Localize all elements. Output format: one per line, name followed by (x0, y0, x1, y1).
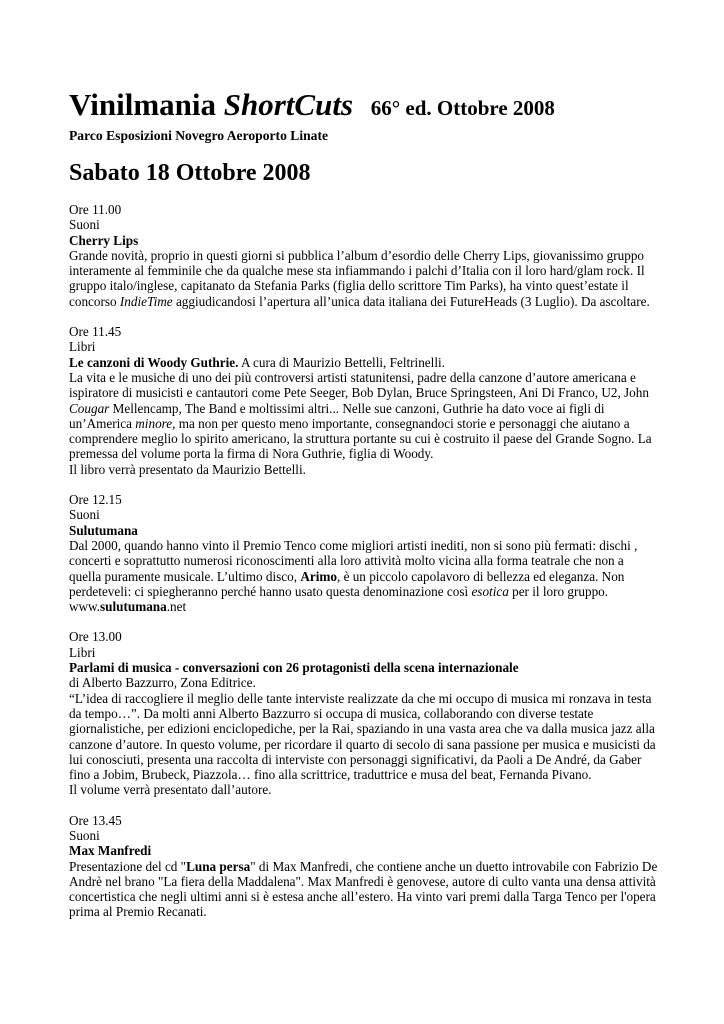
event-time: Ore 11.00 (69, 202, 122, 217)
title-edition: 66° ed. Ottobre 2008 (370, 96, 555, 120)
website-name: sulutumana (100, 599, 167, 615)
event-name: Parlami di musica - conversazioni con 26 protagonisti della scena internazionale (69, 660, 519, 676)
event-time: Ore 13.00 (69, 629, 122, 645)
day-heading: Sabato 18 Ottobre 2008 (69, 160, 311, 186)
website-prefix: www. (69, 599, 101, 615)
event-cherry-lips (69, 202, 659, 309)
event-description (69, 859, 659, 920)
description-bold: Arimo (300, 568, 337, 584)
event-time: Ore 11.45 (69, 324, 122, 340)
event-credit: A cura di Maurizio Bettelli, Feltrinelli. (238, 354, 445, 370)
description-text: Presentazione del cd " (69, 858, 187, 874)
description-text: Grande novità, proprio in questi giorni si pubblica l’album d’esordio delle Cherry Lips, giovanissimo gruppo interamente al femminile che da qualche mese sta infiammando i palchi d’Italia con il loro hard/glam rock. Il gruppo italo/inglese, capitanato da Stefania Parks (figlia dello scrittore Tim Parks), ha vinto quest’estate il concorso (69, 247, 645, 309)
document-content (69, 86, 659, 935)
event-description: “L’idea di raccogliere il meglio delle tante interviste realizzate da che mi occupo di musica mi ronzava in testa da tempo…”. Da molti anni Alberto Bazzurro si occupa di musica, collaborando con diverse testate giornalistiche, per edizioni enciclopediche, per la Rai, spaziando in una vasta area che va dalla musica jazz alla canzone d’autore. In questo volume, per ricordare il quarto di secolo di sana passione per musica e musicisti da lui conosciuti, presenta una raccolta di interviste con personaggi significativi, da Paoli a De André, da Gaber fino a Jobim, Brubeck, Piazzola… fino alla scrittrice, traduttrice e musa del beat, Fernanda Pivano. (69, 690, 656, 783)
event-category: Suoni (69, 217, 100, 233)
description-text: Dal 2000, quando hanno vinto il Premio Tenco come migliori artisti inediti, non si sono più fermati: dischi , concerti e soprattutto numerosi riconoscimenti alla loro attività molto vicina alla forma teatrale che non a quella puramente musicale. L’ultimo disco, (69, 537, 638, 584)
event-author: di Alberto Bazzurro, Zona Editrice. (69, 675, 256, 691)
event-category: Suoni (69, 827, 100, 843)
event-footer: Il libro verrà presentato da Maurizio Bettelli. (69, 461, 306, 477)
event-name: Le canzoni di Woody Guthrie. (69, 354, 239, 370)
event-category: Libri (69, 644, 96, 660)
event-title-line (69, 355, 659, 370)
document-title (69, 86, 659, 127)
venue-subtitle: Parco Esposizioni Novegro Aeroporto Linate (69, 128, 329, 143)
event-name: Sulutumana (69, 522, 138, 538)
description-italic: esotica (471, 583, 509, 599)
event-woody-guthrie (69, 324, 659, 477)
description-text: aggiudicandosi l’apertura all’unica data italiana dei FutureHeads (3 Luglio). Da ascoltare. (172, 293, 650, 309)
event-category: Suoni (69, 507, 100, 523)
description-text: La vita e le musiche di uno dei più controversi artisti statunitensi, padre della canzone d’autore americana e ispiratore di musicisti e cantautori come Pete Seeger, Bob Dylan, Bruce Springsteen, Ani Di Franco, U2, John (69, 369, 649, 401)
title-vinilmania: Vinilmania (69, 87, 216, 122)
event-category: Libri (69, 339, 96, 355)
title-shortcuts: ShortCuts (223, 87, 354, 122)
event-description (69, 538, 659, 599)
description-italic: IndieTime (119, 293, 173, 309)
event-description (69, 370, 659, 462)
website-suffix: .net (166, 599, 187, 615)
event-footer: Il volume verrà presentato dall’autore. (69, 782, 272, 798)
event-time: Ore 12.15 (69, 492, 122, 508)
description-text: Mellencamp, The Band e moltissimi altri... Nelle sue canzoni, Guthrie ha dato voce ai figli di un’America (69, 400, 605, 431)
event-name: Max Manfredi (69, 843, 152, 859)
event-sulutumana (69, 492, 659, 614)
description-bold: Luna persa (186, 858, 251, 874)
description-italic: minore (135, 415, 173, 431)
event-time: Ore 13.45 (69, 812, 122, 828)
description-text: , è un piccolo capolavoro di bellezza ed eleganza. Non perdeteveli: ci spiegheranno perché hanno usato questa denominazione così (69, 568, 625, 599)
description-text: , ma non per questo meno importante, consegnandoci storie e personaggi che aiutano a comprendere meglio lo spirito americano, la struttura portante su cui è costruito il paese del Grande Sogno. La premessa del volume porta la firma di Nora Guthrie, figlia di Woody. (69, 415, 652, 462)
description-text: " di Max Manfredi, che contiene anche un duetto introvabile con Fabrizio De Andrè nel brano "La fiera della Maddalena". Max Manfredi è genovese, autore di culto vanta una densa attività concertistica che negli ultimi anni si è estesa anche all’estero. Ha vinto vari premi dalla Targa Tenco per l'opera prima al Premio Recanati. (69, 858, 658, 920)
event-website[interactable] (69, 599, 659, 614)
event-max-manfredi (69, 813, 659, 920)
event-description (69, 248, 659, 309)
description-text: per il loro gruppo. (508, 583, 609, 599)
event-parlami-di-musica (69, 629, 659, 797)
description-italic: Cougar (69, 400, 110, 416)
event-name: Cherry Lips (69, 232, 139, 248)
